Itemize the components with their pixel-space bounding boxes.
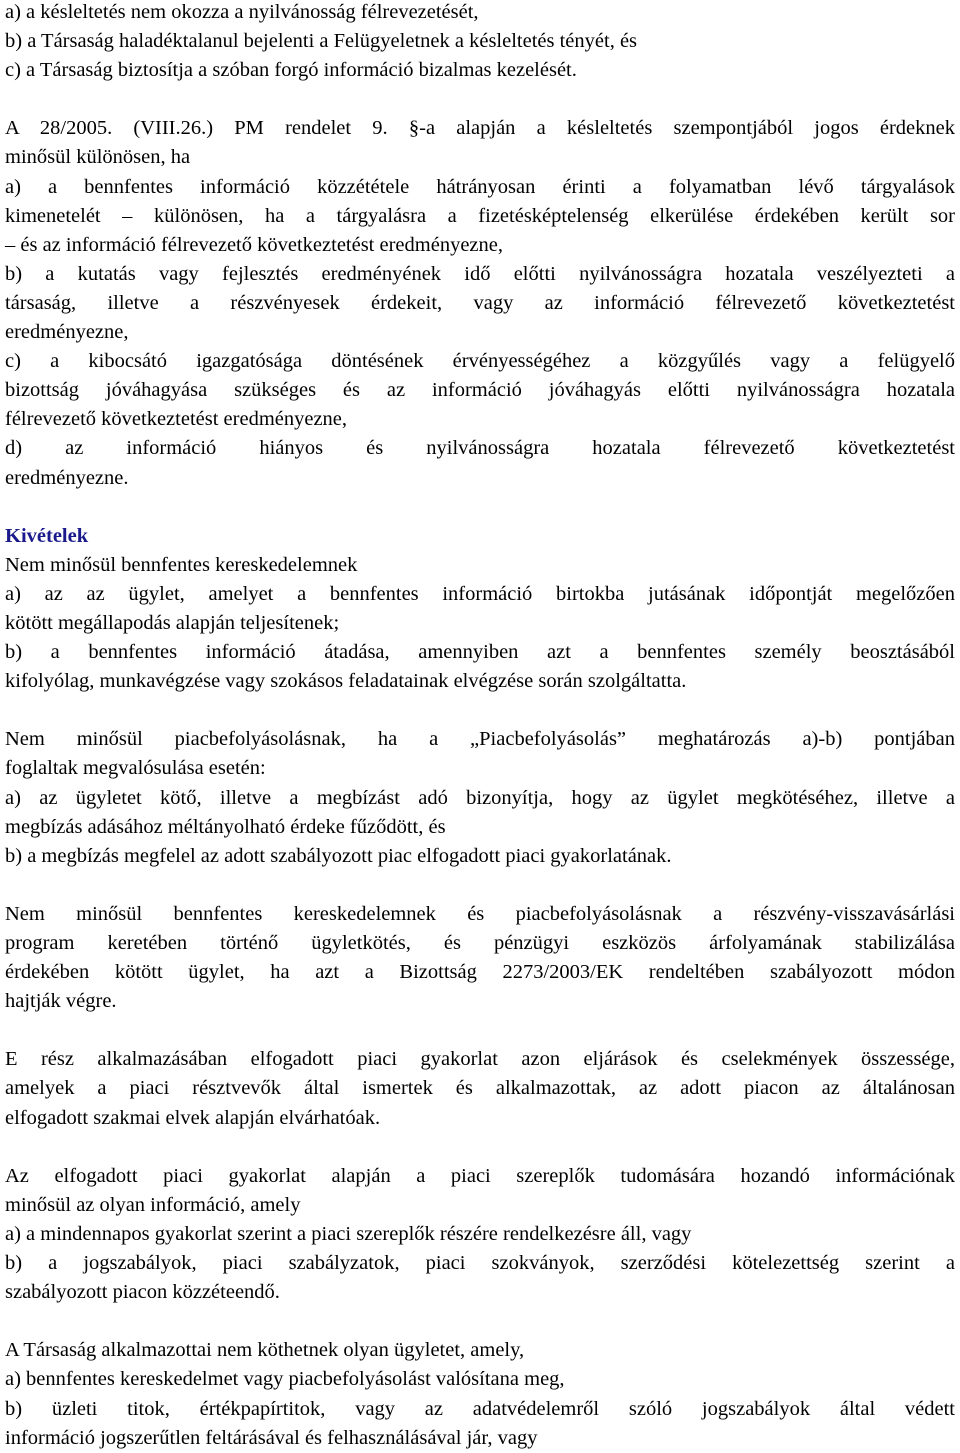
- text-line: félrevezető következtetést eredményezne,: [5, 408, 348, 431]
- text-line: A 28/2005. (VIII.26.) PM rendelet 9. §-a alapján a késleltetés szempontjából jogos érdeknek: [5, 117, 955, 140]
- text-line: eredményezne,: [5, 321, 129, 344]
- section-heading: Kivételek: [5, 524, 89, 547]
- paragraph-gap: [5, 1016, 955, 1045]
- paragraph-gap: [5, 871, 955, 900]
- text-line: program keretében történő ügyletkötés, és pénzügyi eszközös árfolyamának stabilizálása: [5, 932, 955, 954]
- text-line: b) a kutatás vagy fejlesztés eredményének idő előtti nyilvánosságra hozatala veszélyezteti a: [5, 262, 955, 285]
- text-line: minősül az olyan információ, amely: [5, 1193, 301, 1216]
- text-line: d) az információ hiányos és nyilvánosságra hozatala félrevezető következtetést: [5, 437, 955, 460]
- text-line: a) az ügyletet kötő, illetve a megbízást adó bizonyítja, hogy az ügylet megkötéséhez, illetve a: [5, 786, 955, 809]
- paragraph-gap: [5, 493, 955, 522]
- text-line: információ jogszerűtlen feltárásával és felhasználásával jár, vagy: [5, 1426, 538, 1449]
- insider-trading-exceptions: [5, 551, 955, 696]
- text-line: A Társaság alkalmazottai nem köthetnek olyan ügyletet, amely,: [5, 1339, 525, 1362]
- text-line: b) a jogszabályok, piaci szabályzatok, piaci szokványok, szerződési kötelezettség szerint a: [5, 1252, 955, 1275]
- text-line: c) a kibocsátó igazgatósága döntésének érvényességéhez a közgyűlés vagy a felügyelő: [5, 350, 955, 373]
- paragraph-gap: [5, 1307, 955, 1336]
- conditions-list: [5, 0, 955, 85]
- text-line: b) üzleti titok, értékpapírtitok, vagy az adatvédelemről szóló jogszabályok által védett: [5, 1397, 955, 1420]
- text-line: E rész alkalmazásában elfogadott piaci gyakorlat azon eljárások és cselekmények összessége,: [5, 1048, 955, 1071]
- text-line: kötött megállapodás alapján teljesítenek;: [5, 611, 340, 634]
- accepted-practice-definition: [5, 1045, 955, 1132]
- text-line: b) a bennfentes információ átadása, amennyiben azt a bennfentes személy beosztásából: [5, 641, 955, 664]
- text-line: a) a késleltetés nem okozza a nyilvánosság félrevezetését,: [5, 1, 479, 23]
- text-line: – és az információ félrevezető következtetést eredményezne,: [5, 233, 503, 256]
- paragraph-gap: [5, 1133, 955, 1162]
- paragraph-gap: [5, 696, 955, 725]
- text-line: érdekében kötött ügylet, ha azt a Bizottság 2273/2003/EK rendeltében szabályozott módon: [5, 961, 955, 984]
- text-line: a) a bennfentes információ közzététele hátrányosan érinti a folyamatban lévő tárgyalások: [5, 175, 955, 198]
- text-line: társaság, illetve a részvényesek érdekeit, vagy az információ félrevezető következtetést: [5, 291, 955, 314]
- paragraph-gap: [5, 85, 955, 114]
- text-line: a) a mindennapos gyakorlat szerint a piaci szereplők részére rendelkezésre áll, vagy: [5, 1222, 692, 1245]
- market-manipulation-exceptions: [5, 725, 955, 870]
- text-line: amelyek a piaci résztvevők által ismertek és alkalmazottak, az adott piacon az általánosan: [5, 1077, 955, 1100]
- text-line: kimenetelét – különösen, ha a tárgyalásra a fizetésképtelenség elkerülése érdekében került sor: [5, 204, 955, 227]
- text-line: bizottság jóváhagyása szükséges és az információ jóváhagyás előtti nyilvánosságra hozatala: [5, 379, 955, 402]
- employee-restrictions-paragraph: [5, 1336, 955, 1452]
- text-line: elfogadott szakmai elvek alapján elvárhatóak.: [5, 1106, 381, 1129]
- legitimate-interest-paragraph: [5, 114, 955, 492]
- text-line: Nem minősül bennfentes kereskedelemnek és piacbefolyásolásnak a részvény-visszavásárlási: [5, 902, 955, 925]
- text-line: eredményezne.: [5, 466, 129, 489]
- text-line: a) bennfentes kereskedelmet vagy piacbefolyásolást valósítana meg,: [5, 1368, 565, 1391]
- text-line: megbízás adásához méltányolható érdeke fűződött, és: [5, 815, 446, 838]
- text-line: Az elfogadott piaci gyakorlat alapján a piaci szereplők tudomására hozandó információnak: [5, 1164, 955, 1187]
- disclosure-information-paragraph: [5, 1162, 955, 1307]
- text-line: b) a Társaság haladéktalanul bejelenti a Felügyeletnek a késleltetés tényét, és: [5, 30, 638, 53]
- text-line: b) a megbízás megfelel az adott szabályozott piac elfogadott piaci gyakorlatának.: [5, 844, 672, 867]
- buyback-exception-paragraph: [5, 900, 955, 1016]
- text-line: szabályozott piacon közzéteendő.: [5, 1281, 280, 1304]
- text-line: kifolyólag, munkavégzése vagy szokásos feladatainak elvégzése során szolgáltatta.: [5, 670, 687, 693]
- document-page: [5, 0, 955, 1453]
- text-line: c) a Társaság biztosítja a szóban forgó információ bizalmas kezelését.: [5, 59, 577, 82]
- text-line: Nem minősül bennfentes kereskedelemnek: [5, 553, 358, 576]
- text-line: hajtják végre.: [5, 990, 117, 1013]
- text-line: Nem minősül piacbefolyásolásnak, ha a „Piacbefolyásolás” meghatározás a)-b) pontjában: [5, 728, 955, 751]
- text-line: foglaltak megvalósulása esetén:: [5, 757, 266, 780]
- text-line: a) az az ügylet, amelyet a bennfentes információ birtokba jutásának időpontját megelőzően: [5, 582, 955, 605]
- text-line: minősül különösen, ha: [5, 146, 191, 169]
